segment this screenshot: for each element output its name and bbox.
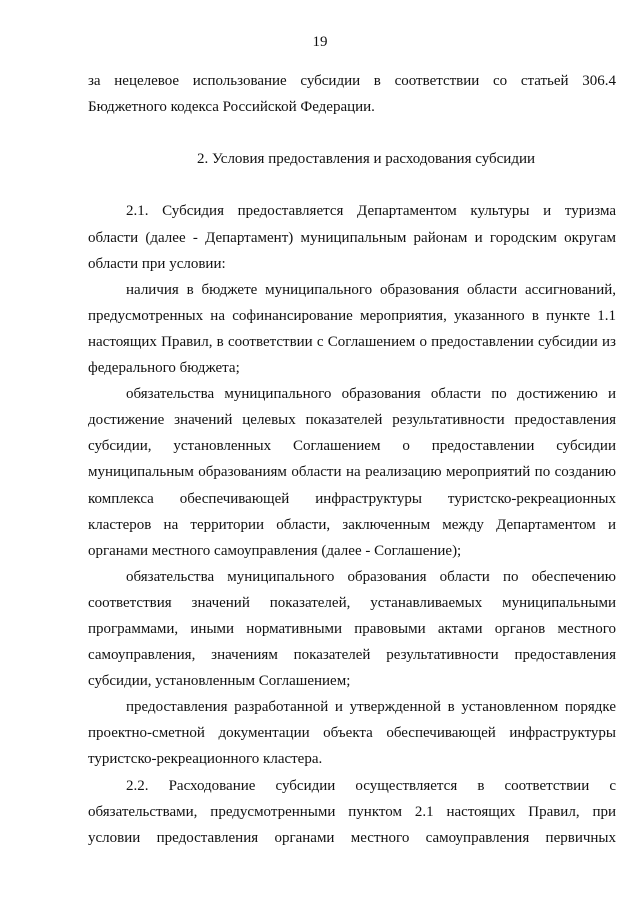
text-line: комплекса обеспечивающей инфраструктуры туристско-рекреационных (88, 490, 616, 507)
text-line: кластеров на территории области, заключенным между Департаментом и (88, 516, 616, 533)
text-line: обязательства муниципального образования области по обеспечению (126, 568, 616, 585)
text-line: федерального бюджета; (88, 360, 240, 377)
document-body (88, 68, 616, 851)
text-line: субсидии, установленных Соглашением о предоставлении субсидии (88, 438, 616, 455)
text-line: туристско-рекреационного кластера. (88, 751, 323, 768)
text-line: за нецелевое использование субсидии в соответствии со статьей 306.4 (88, 73, 616, 89)
text-line: обязательствами, предусмотренными пунктом 2.1 настоящих Правил, при (88, 803, 616, 820)
paragraph-spacer (88, 120, 616, 146)
text-line: области при условии: (88, 255, 226, 272)
text-line: 2.2. Расходование субсидии осуществляется в соответствии с (126, 777, 616, 794)
text-line: Бюджетного кодекса Российской Федерации. (88, 99, 375, 116)
text-line: 2.1. Субсидия предоставляется Департаментом культуры и туризма (126, 203, 616, 220)
text-line: наличия в бюджете муниципального образования области ассигнований, (126, 281, 616, 298)
section-heading: 2. Условия предоставления и расходования субсидии (196, 151, 536, 168)
text-line: органами местного самоуправления (далее - Соглашение); (88, 542, 462, 559)
text-line: предусмотренных на софинансирование мероприятия, указанного в пункте 1.1 (88, 307, 616, 324)
text-line: субсидии, установленным Соглашением; (88, 673, 351, 690)
text-line: проектно-сметной документации объекта обеспечивающей инфраструктуры (88, 725, 616, 742)
text-line: достижение значений целевых показателей результативности предоставления (88, 412, 616, 429)
text-line: обязательства муниципального образования области по достижению и (126, 386, 616, 403)
text-line: соответствия значений показателей, устанавливаемых муниципальными (88, 594, 616, 611)
text-line: области (далее - Департамент) муниципальным районам и городским округам (88, 229, 616, 246)
paragraph-spacer (88, 172, 616, 198)
text-line: условии предоставления органами местного самоуправления первичных (88, 829, 616, 846)
page-number: 19 (312, 34, 328, 50)
text-line: программами, иными нормативными правовыми актами органов местного (88, 620, 616, 637)
text-line: муниципальным образованиям области на реализацию мероприятий по созданию (88, 464, 616, 481)
text-line: самоуправления, значениям показателей результативности предоставления (88, 647, 616, 664)
text-line: настоящих Правил, в соответствии с Соглашением о предоставлении субсидии из (88, 333, 616, 350)
text-line: предоставления разработанной и утвержденной в установленном порядке (126, 699, 616, 716)
